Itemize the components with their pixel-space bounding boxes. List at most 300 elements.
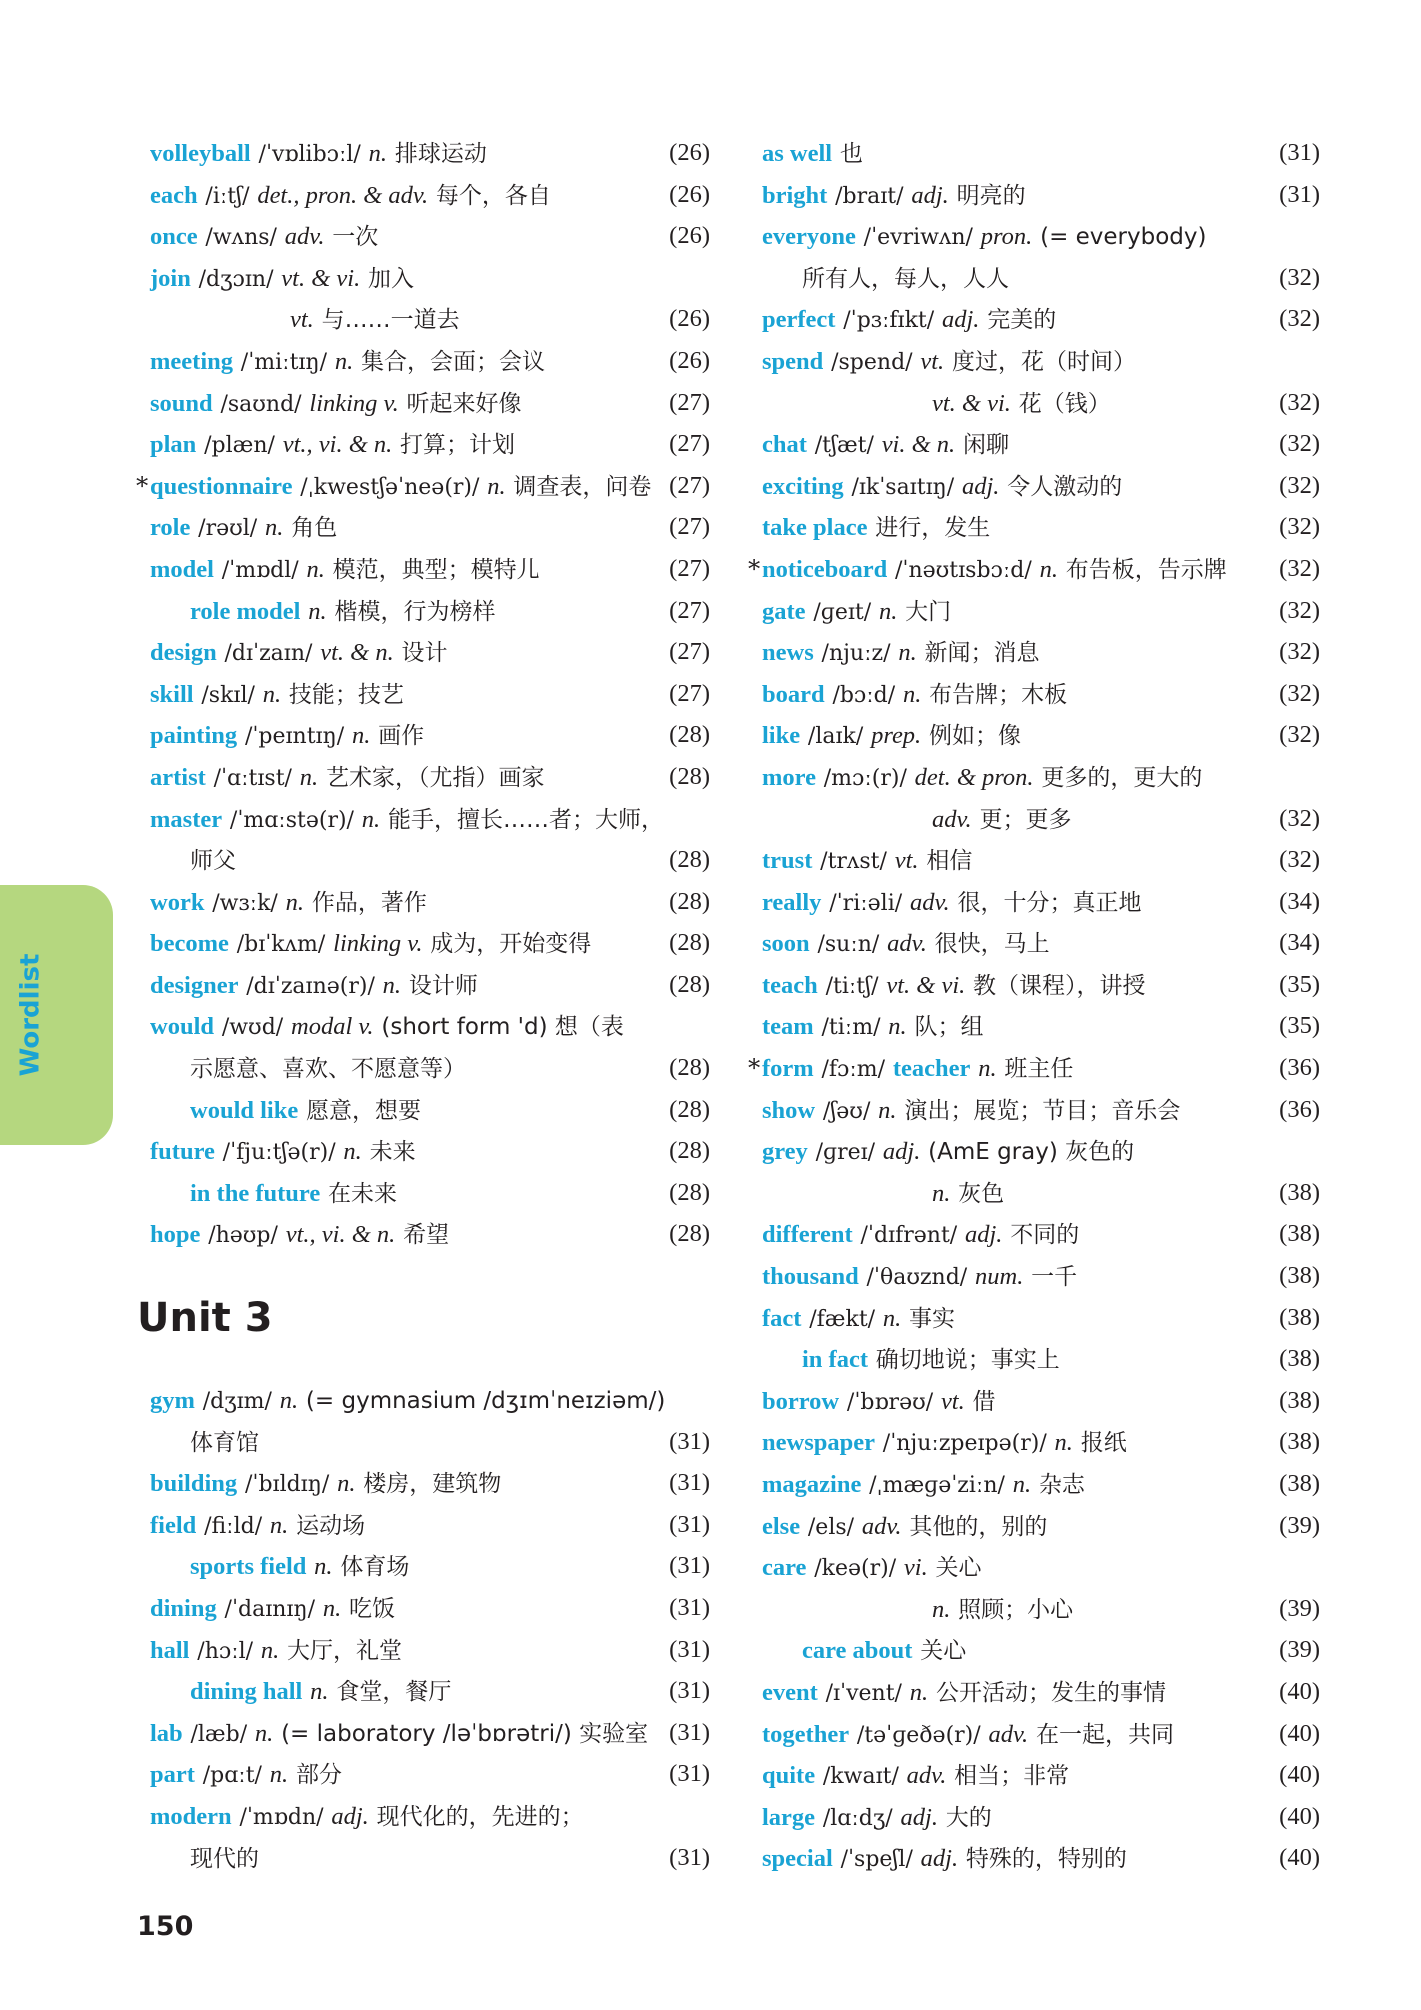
definition: 明亮的 [956,182,1026,209]
wordlist-entry [762,1629,1320,1671]
headword: once [150,223,198,251]
definition: 师父 [190,848,236,875]
page-ref: (39) [1279,1594,1320,1622]
part-of-speech: vt. & vi. [932,389,1011,417]
phonetic: /ˈspeʃl/ [840,1847,913,1873]
headword: form [762,1055,814,1083]
wordlist-entry [762,714,1320,756]
phonetic: /hɔːl/ [197,1638,254,1664]
part-of-speech: adj. [900,1803,938,1831]
definition: 特殊的，特别的 [965,1846,1127,1873]
optional-mark: * [748,553,761,583]
part-of-speech: n. [351,722,371,750]
definition: 模范，典型；模特儿 [332,556,540,583]
page-ref: (27) [669,430,710,458]
page-ref: (35) [1279,1012,1320,1040]
headword: model [150,555,214,583]
definition: 队；组 [914,1014,984,1041]
page-ref: (39) [1279,1636,1320,1664]
phonetic: /dʒɔɪn/ [198,266,274,292]
wordlist-entry [762,1546,1320,1588]
wordlist-entry [150,756,710,798]
definition: 布告板，告示牌 [1065,556,1227,583]
wordlist-entry [150,1172,710,1214]
wordlist-entry [762,174,1320,216]
page-ref: (31) [669,1427,710,1455]
headword: dining [150,1594,217,1622]
phonetic: /ˈpeɪntɪŋ/ [244,724,345,750]
page-ref: (28) [669,846,710,874]
part-of-speech: adj. [331,1802,369,1830]
wordlist-entry [762,1754,1320,1796]
part-of-speech: n. [279,1387,299,1414]
definition: 例如；像 [928,723,1021,750]
headword: join [150,264,191,292]
wordlist-entry [762,839,1320,881]
definition: 照顾；小心 [958,1596,1074,1623]
wordlist-entry [150,174,710,216]
page-ref: (32) [1279,263,1320,291]
definition: 也 [839,141,863,167]
headword: special [762,1845,833,1873]
page-ref: (28) [669,929,710,957]
headword: sports field [190,1553,307,1581]
wordlist-entry [762,382,1320,424]
definition: 教（课程），讲授 [973,972,1146,999]
definition: 愿意，想要 [306,1097,422,1124]
headword: lab [150,1719,183,1747]
phonetic: /tʃæt/ [814,433,874,459]
headword: quite [762,1762,816,1790]
page-ref: (31) [669,1760,710,1788]
phonetic: /kwaɪt/ [822,1764,899,1790]
headword: future [150,1138,215,1166]
phonetic: /suːn/ [817,932,880,958]
wordlist-entry [762,1421,1320,1463]
headword: newspaper [762,1429,875,1457]
wordlist-entry [762,1005,1320,1047]
definition: 设计 [401,640,448,667]
headword: borrow [762,1387,840,1415]
headword: perfect [762,306,836,334]
wordlist-entry [762,1089,1320,1131]
page-ref: (31) [669,1510,710,1538]
page-ref: (26) [669,346,710,374]
phonetic: /ˌmæɡəˈziːn/ [869,1473,1005,1498]
page-ref: (28) [669,1137,710,1165]
headword: everyone [762,223,856,251]
phonetic: /ˈmɒdl/ [221,557,299,583]
phonetic: /bɪˈkʌm/ [236,932,326,958]
part-of-speech: adj. [941,306,980,334]
wordlist-entry [762,922,1320,964]
phonetic: /dɪˈzaɪn/ [224,641,313,667]
headword: hope [150,1221,201,1249]
page-ref: (31) [669,1593,710,1621]
definition: 更多的，更大的 [1041,764,1203,791]
part-of-speech: n. [368,140,388,167]
definition: 新闻；消息 [924,640,1040,667]
phonetic: /ˈevriwʌn/ [863,225,973,251]
part-of-speech: adv. [284,223,325,251]
page-ref: (28) [669,1220,710,1248]
wordlist-entry [762,340,1320,382]
page-ref: (27) [669,388,710,416]
wordlist-entry [150,1629,710,1671]
part-of-speech: vt. [940,1387,965,1415]
definition: 未来 [369,1139,416,1166]
definition: 大厅，礼堂 [287,1637,403,1664]
page-ref: (28) [669,1178,710,1206]
page-ref: (32) [1279,471,1320,499]
headword: fact [762,1304,802,1332]
definition: 布告牌；木板 [929,681,1068,708]
wordlist-entry [150,1795,710,1837]
page-ref: (38) [1279,1428,1320,1456]
wordlist-entry [762,1505,1320,1547]
page-ref: (40) [1279,1719,1320,1747]
page-ref: (32) [1279,554,1320,582]
page-ref: (31) [1279,180,1320,208]
page-ref: (40) [1279,1677,1320,1705]
part-of-speech: n. [1054,1429,1073,1457]
phonetic: /həʊp/ [208,1223,278,1249]
section-tab [0,885,113,1145]
page-ref: (28) [669,1095,710,1123]
page-ref: (28) [669,1054,710,1082]
part-of-speech: vt., vi. & n. [282,431,393,459]
headword: gym [150,1387,195,1414]
definition: 排球运动 [394,141,487,167]
definition: 艺术家，（尤指）画家 [325,764,545,791]
wordlist-entry [150,673,710,715]
wordlist-entry [150,1587,710,1629]
phonetic: /trʌst/ [820,849,887,875]
wordlist-entry [762,964,1320,1006]
part-of-speech: linking v. [333,930,423,958]
part-of-speech: n. [902,680,922,708]
wordlist-entry [762,298,1320,340]
phonetic: /fɔːm/ [821,1057,886,1083]
page-ref: (27) [669,513,710,541]
part-of-speech: modal v. [291,1013,374,1041]
wordlist-entry [762,257,1320,299]
headword: sound [150,389,213,417]
wordlist-entry [762,1213,1320,1255]
wordlist-entry [150,132,710,174]
page-ref: (40) [1279,1761,1320,1789]
page-ref: (38) [1279,1220,1320,1248]
definition: 关心 [920,1638,967,1665]
part-of-speech: vi. [903,1554,928,1582]
wordlist-entry [762,215,1320,257]
definition: 希望 [403,1222,450,1249]
phonetic: /ˈɑːtɪst/ [213,765,292,791]
phonetic: /braɪt/ [835,183,904,209]
headword: more [762,763,816,791]
optional-mark: * [748,1053,761,1083]
definition: 成为，开始变得 [430,931,592,958]
headword: thousand [762,1263,859,1291]
headword: in fact [802,1346,868,1374]
phonetic: /pɑːt/ [202,1763,262,1789]
part-of-speech: vt. [920,347,945,375]
part-of-speech: pron. [980,223,1033,251]
phonetic: /ˈmɒdn/ [239,1804,324,1830]
headword: volleyball [150,140,251,167]
page-ref: (31) [669,1635,710,1663]
phonetic: /iːtʃ/ [205,183,250,209]
headword: would [150,1013,215,1041]
headword: board [762,680,825,708]
headword: role model [190,597,301,625]
right-column-entries [748,132,1320,1879]
page-ref: (31) [669,1552,710,1580]
definition: 确切地说；事实上 [875,1347,1060,1374]
headword: each [150,181,198,209]
phonetic: /ˈriːəli/ [829,890,903,916]
wordlist-entry [762,756,1320,798]
definition-note: (= gymnasium /dʒɪmˈneɪziəm/) [305,1388,666,1414]
part-of-speech: det., pron. & adv. [257,181,429,209]
headword: magazine [762,1471,862,1498]
headword: painting [150,722,238,750]
phonetic: /rəʊl/ [198,516,258,542]
headword: plan [150,431,197,459]
part-of-speech: det. & pron. [914,763,1034,791]
phonetic: /ˈbɪldɪŋ/ [244,1472,330,1498]
headword: become [150,930,229,958]
definition: 设计师 [408,972,478,999]
part-of-speech: adv. [861,1512,902,1540]
page-ref: (31) [669,1843,710,1871]
headword: design [150,639,217,667]
phonetic: /ˈθaʊznd/ [866,1265,968,1291]
headword: skill [150,680,194,708]
headword: dining hall [190,1678,303,1706]
phonetic: /ɪkˈsaɪtɪŋ/ [851,474,955,500]
page-ref: (28) [669,721,710,749]
page-ref: (28) [669,887,710,915]
headword: would like [190,1096,299,1124]
part-of-speech: n. [306,555,325,583]
definition: 食堂，餐厅 [336,1679,452,1706]
wordlist-entry [150,631,710,673]
headword: modern [150,1802,232,1830]
definition: 完美的 [987,307,1057,334]
phonetic: /təˈɡeðə(r)/ [856,1722,981,1748]
wordlist-entry [762,1255,1320,1297]
part-of-speech: vt. [894,847,919,875]
page-ref: (32) [1279,721,1320,749]
headword: soon [762,930,810,958]
part-of-speech: n. [260,1636,280,1664]
part-of-speech: vt. [290,306,314,334]
definition: 更；更多 [979,806,1072,833]
part-of-speech: n. [308,597,327,625]
wordlist-entry [150,298,710,340]
definition: 在未来 [328,1180,398,1207]
definition: 演出；展览；节目；音乐会 [904,1097,1181,1124]
page-ref: (32) [1279,846,1320,874]
wordlist-entry [150,839,710,881]
part-of-speech: n. [314,1553,333,1581]
definition: 事实 [909,1305,956,1332]
wordlist-entry [150,798,710,840]
wordlist-entry [136,465,710,507]
definition: 楼房，建筑物 [363,1471,502,1498]
wordlist-entry [762,1837,1320,1879]
headword: master [150,805,223,833]
part-of-speech: n. [334,347,354,375]
part-of-speech: n. [269,1511,289,1539]
wordlist-entry [150,1379,710,1421]
left-column-entries [136,132,710,1255]
part-of-speech: n. [487,472,506,500]
wordlist-entry [762,132,1320,174]
page-ref: (32) [1279,430,1320,458]
page-ref: (36) [1279,1095,1320,1123]
definition: 令人激动的 [1007,473,1123,500]
headword: role [150,514,191,542]
phonetic: /mɔː(r)/ [823,765,907,791]
definition: 运动场 [296,1512,366,1539]
phonetic: /tiːtʃ/ [825,973,879,999]
part-of-speech: n. [343,1138,362,1166]
page-ref: (32) [1279,305,1320,333]
wordlist-entry [150,1670,710,1712]
wordlist-entry [762,423,1320,465]
part-of-speech: vt., vi. & n. [285,1221,396,1249]
definition: 每个，各自 [435,182,551,209]
page-ref: (31) [669,1469,710,1497]
definition-note: (= laboratory /ləˈbɒrətri/) 实验室 [281,1720,649,1747]
definition: 体育场 [340,1554,410,1581]
definition: 花（钱） [1018,390,1111,417]
wordlist-entry [762,506,1320,548]
page-ref: (34) [1279,929,1320,957]
headword: part [150,1761,195,1789]
definition: 大门 [905,598,952,625]
phonetic: /bɔːd/ [832,682,896,708]
part-of-speech: n. [882,1304,902,1332]
definition: 角色 [291,515,338,542]
phonetic: /lɑːdʒ/ [822,1805,893,1831]
wordlist-entry [150,1504,710,1546]
page-ref: (38) [1279,1470,1320,1497]
wordlist-entry [150,506,710,548]
unit-heading: Unit 3 [137,1295,273,1341]
part-of-speech: n. [285,888,305,916]
headword: take place [762,514,868,542]
definition: 所有人，每人，人人 [802,265,1009,292]
phonetic: /ˈvɒlibɔːl/ [258,142,361,167]
headword: designer [150,971,239,999]
page-ref: (40) [1279,1802,1320,1830]
definition-note: (= everybody) [1040,224,1207,251]
part-of-speech: n. [978,1055,997,1083]
page-ref: (26) [669,305,710,333]
wordlist-entry [150,881,710,923]
wordlist-entry [762,1380,1320,1422]
headword: team [762,1013,814,1041]
wordlist-entry [150,714,710,756]
page-ref: (31) [669,1677,710,1705]
definition: 作品，著作 [311,889,427,916]
headword: event [762,1678,818,1706]
definition: 相当；非常 [954,1763,1070,1790]
part-of-speech: adj. [965,1221,1003,1249]
part-of-speech: num. [975,1263,1024,1291]
part-of-speech: n. [878,1096,897,1124]
definition: 技能；技艺 [288,681,404,708]
wordlist-entry [762,1172,1320,1214]
page-ref: (38) [1279,1345,1320,1373]
part-of-speech: adj. [911,181,949,209]
page-ref: (38) [1279,1178,1320,1206]
page-ref: (32) [1279,679,1320,707]
wordlist-entry [762,881,1320,923]
part-of-speech: n. [932,1595,951,1623]
part-of-speech: adj. [961,472,1000,500]
phonetic: /ˈfjuːtʃə(r)/ [222,1140,336,1166]
headword: artist [150,763,206,791]
headword: really [762,888,822,916]
wordlist-entry [150,1421,710,1463]
definition: 示愿意、喜欢、不愿意等） [190,1056,466,1083]
definition: 调查表，问卷 [513,473,652,500]
page-ref: (28) [669,762,710,790]
part-of-speech: adj. [920,1845,959,1873]
phonetic: /ˈpɜːfɪkt/ [843,308,935,334]
part-of-speech: adv. [932,805,972,833]
part-of-speech: linking v. [309,389,399,417]
page-ref: (27) [669,679,710,707]
part-of-speech: n. [878,597,898,625]
page-ref: (26) [669,139,710,166]
headword: teach [762,971,818,999]
headword: in the future [190,1179,321,1207]
wordlist-entry [150,922,710,964]
page-ref: (27) [669,471,710,499]
definition: 加入 [368,265,415,292]
definition: 杂志 [1038,1472,1085,1498]
definition: 一千 [1031,1264,1078,1291]
part-of-speech: vt. & vi. [886,971,966,999]
page-ref: (28) [669,970,710,998]
definition: 打算；计划 [400,432,516,459]
headword: care [762,1554,807,1582]
phonetic: /dʒɪm/ [202,1389,272,1414]
wordlist-entry [762,798,1320,840]
phonetic: /ˈbɒrəʊ/ [846,1389,934,1415]
page-ref: (38) [1279,1303,1320,1331]
phonetic: /ˈdaɪnɪŋ/ [224,1596,316,1622]
phonetic: /ɡeɪt/ [813,599,872,625]
wordlist-entry [150,1130,710,1172]
headword: trust [762,847,813,875]
page-number: 150 [137,1911,194,1942]
part-of-speech: adv. [988,1720,1029,1748]
definition: 在一起，共同 [1035,1721,1174,1748]
definition: 相信 [926,848,973,875]
page-ref: (36) [1279,1054,1320,1082]
phonetic: /ˈnjuːzpeɪpə(r)/ [882,1431,1047,1457]
headword: different [762,1221,853,1249]
wordlist-entry [150,1837,710,1879]
page-ref: (26) [669,180,710,208]
definition: 吃饭 [349,1595,395,1622]
